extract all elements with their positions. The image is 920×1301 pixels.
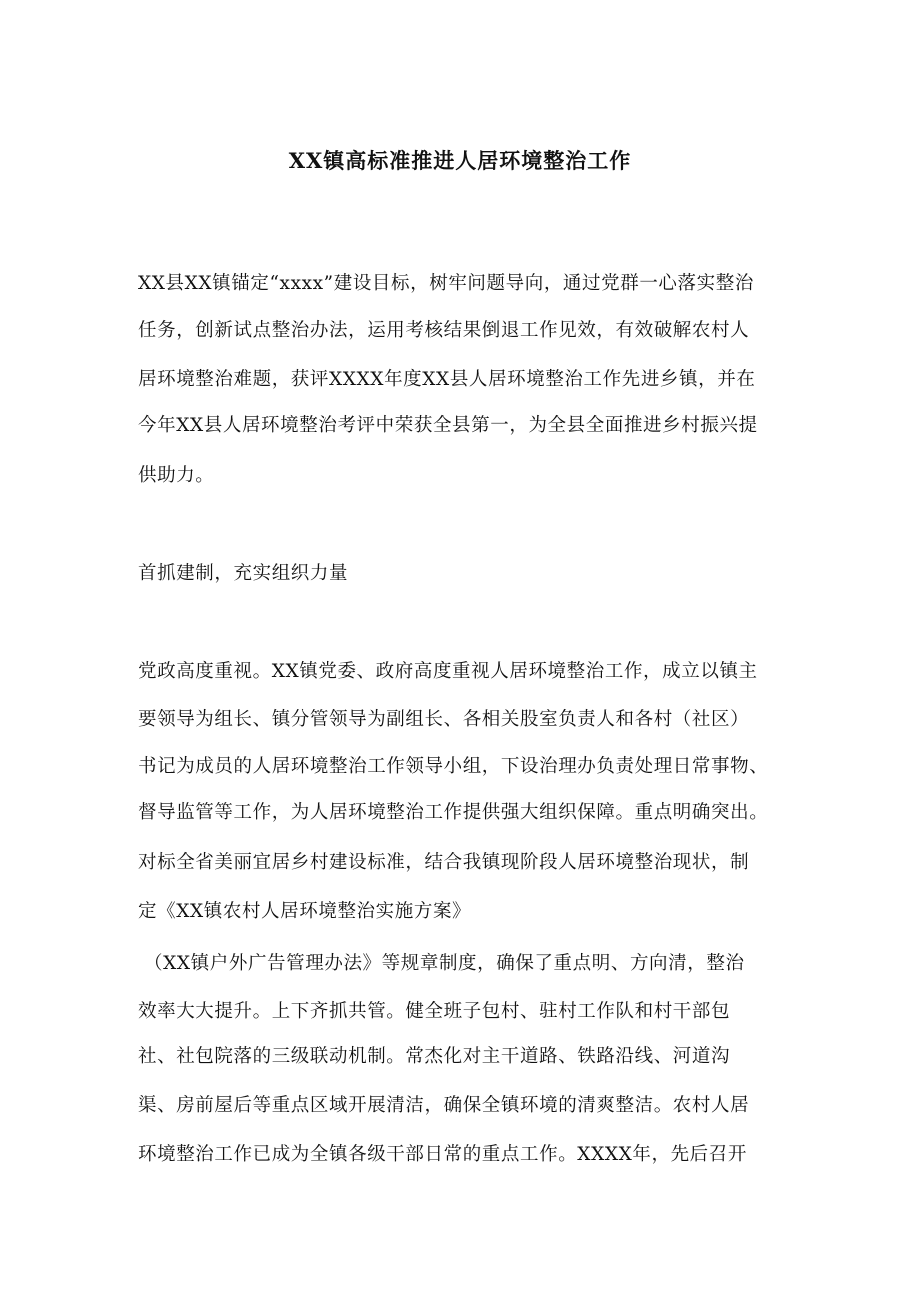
intro-line-1: XX县XX镇锚定“xxxx”建设目标，树牢问题导向，通过党群一心落实整治 bbox=[138, 273, 754, 294]
body-line-4: 督导监管等工作，为人居环境整治工作提供强大组织保障。重点明确突出。 bbox=[138, 802, 769, 823]
body-line-5: 对标全省美丽宜居乡村建设标准，结合我镇现阶段人居环境整治现状，制 bbox=[138, 852, 750, 873]
intro-line-2: 任务，创新试点整治办法，运用考核结果倒退工作见效，有效破解农村人 bbox=[138, 320, 750, 341]
body-line-1: 党政高度重视。XX镇党委、政府高度重视人居环境整治工作，成立以镇主 bbox=[138, 661, 758, 682]
body-line-3: 书记为成员的人居环境整治工作领导小组，下设治理办负责处理日常事物、 bbox=[138, 756, 769, 777]
body-line-9: 社、社包院落的三级联动机制。常杰化对主干道路、铁路沿线、河道沟 bbox=[138, 1046, 731, 1067]
intro-line-4: 今年XX县人居环境整治考评中荣获全县第一，为全县全面推进乡村振兴提 bbox=[138, 415, 758, 436]
body-line-6: 定《XX镇农村人居环境整治实施方案》 bbox=[138, 901, 472, 922]
body-line-2: 要领导为组长、镇分管领导为副组长、各相关股室负责人和各村（社区） bbox=[138, 709, 750, 730]
body-line-7: （XX镇户外广告管理办法》等规章制度，确保了重点明、方向清，整治 bbox=[144, 953, 745, 974]
body-line-8: 效率大大提升。上下齐抓共管。健全班子包村、驻村工作队和村干部包 bbox=[138, 1001, 731, 1022]
body-line-10: 渠、房前屋后等重点区域开展清洁，确保全镇环境的清爽整洁。农村人居 bbox=[138, 1095, 750, 1116]
intro-line-5: 供助力。 bbox=[138, 465, 215, 486]
section-heading: 首抓建制，充实组织力量 bbox=[138, 563, 349, 584]
intro-line-3: 居环境整治难题，获评XXXX年度XX县人居环境整治工作先进乡镇，并在 bbox=[138, 369, 756, 390]
body-line-11: 环境整治工作已成为全镇各级干部日常的重点工作。XXXX年，先后召开 bbox=[138, 1144, 747, 1165]
document-title: XX镇高标准推进人居环境整治工作 bbox=[288, 148, 632, 173]
